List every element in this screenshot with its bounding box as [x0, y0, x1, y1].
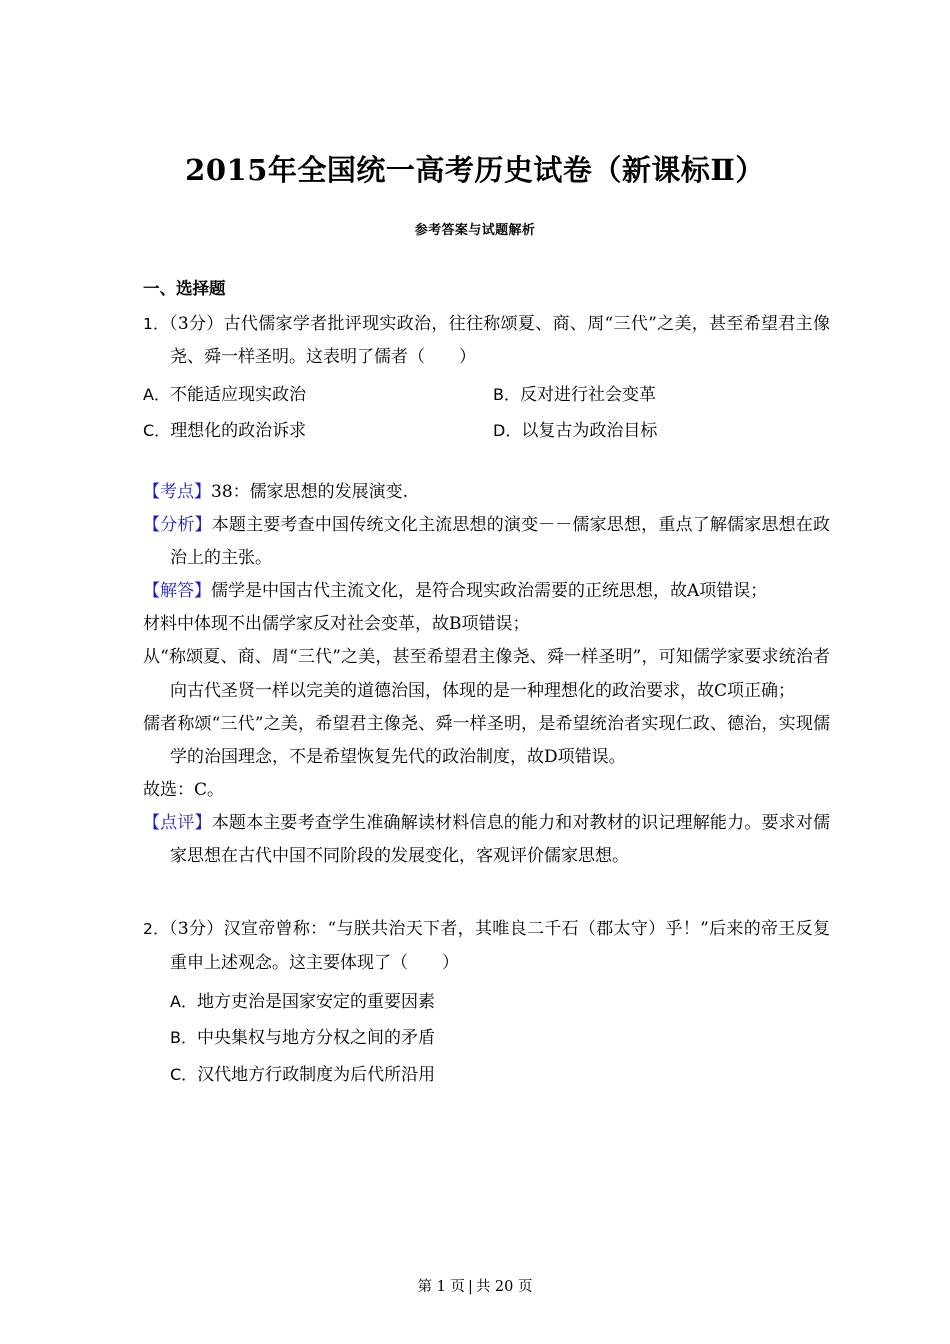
- question-text-2: （3分）汉宣帝曾称：“与朕共治天下者，其唯良二千石（郡太守）乎！”后来的帝王反复重申上述观念。这主要体现了（ ）: [169, 919, 830, 973]
- explanation-line-d-1: [143, 708, 830, 774]
- option-row: [143, 378, 830, 414]
- option-a-1[interactable]: [143, 378, 493, 414]
- explanation-text-d: 儒者称颂“三代”之美，希望君主像尧、舜一样圣明，是希望统治者实现仁政、德治，实现儒学的治国理念，不是希望恢复先代的政治制度，故D项错误。: [143, 713, 830, 767]
- question-text-1: （3分）古代儒家学者批评现实政治，往往称颂夏、商、周“三代”之美，甚至希望君主像尧、舜一样圣明。这表明了儒者（ ）: [169, 314, 830, 368]
- option-list-2: [143, 984, 830, 1094]
- label-jieda: 【解答】: [143, 581, 211, 602]
- option-c-1[interactable]: [143, 414, 493, 450]
- explanation-text-dianping: 本题本主要考查学生准确解读材料信息的能力和对教材的识记理解能力。要求对儒家思想在古代中国不同阶段的发展变化，客观评价儒家思想。: [170, 813, 830, 867]
- page-subtitle: 参考答案与试题解析: [414, 222, 536, 238]
- explanation-kaodian-1: [143, 476, 830, 509]
- label-kaodian: 【考点】: [143, 481, 211, 502]
- option-row: [143, 414, 830, 450]
- explanation-line-c-1: [143, 641, 830, 707]
- spacer: [143, 873, 830, 913]
- footer-separator: |: [467, 1279, 473, 1295]
- answer-text-1: 故选：C。: [143, 780, 225, 800]
- question-number-2: 2．: [143, 920, 169, 939]
- option-b-2[interactable]: [170, 1020, 830, 1057]
- option-text-b-1: 反对进行社会变革: [519, 385, 656, 406]
- footer-total-pages: 共 20 页: [475, 1279, 533, 1295]
- option-d-1[interactable]: [493, 414, 830, 450]
- page-footer: [0, 1275, 950, 1296]
- option-text-b-2: 中央集权与地方分权之间的矛盾: [196, 1028, 435, 1049]
- explanation-text-c: 从“称颂夏、商、周“三代”之美，甚至希望君主像尧、舜一样圣明”，可知儒学家要求统治者向古代圣贤一样以完美的道德治国，体现的是一种理想化的政治要求，故C项正确；: [143, 647, 830, 701]
- document-content: [0, 238, 950, 1094]
- explanation-text-fenxi: 本题主要考查中国传统文化主流思想的演变－－儒家思想，重点了解儒家思想在政治上的主张。: [170, 514, 831, 569]
- label-fenxi: 【分析】: [143, 514, 212, 535]
- option-text-c-2: 汉代地方行政制度为后代所沿用: [197, 1064, 436, 1085]
- explanation-fenxi-1: [143, 509, 830, 575]
- question-stem-2: [143, 913, 830, 979]
- question-block-2: [143, 913, 830, 1093]
- explanation-text-jieda: 儒学是中国古代主流文化，是符合现实政治需要的正统思想，故A项错误；: [211, 581, 768, 602]
- option-letter-b-2: B．: [170, 1028, 197, 1048]
- option-b-1[interactable]: [493, 378, 830, 414]
- spacer: [143, 450, 830, 476]
- option-text-a-1: 不能适应现实政治: [169, 385, 306, 406]
- answer-line-1: [143, 774, 830, 807]
- option-grid-1: [143, 378, 830, 449]
- footer-current-page: 第 1 页: [417, 1279, 465, 1295]
- section-heading-choice: 一、选择题: [143, 278, 226, 298]
- option-text-d-1: 以复古为政治目标: [521, 421, 658, 442]
- option-c-2[interactable]: [170, 1057, 830, 1094]
- explanation-text-kaodian: 38：儒家思想的发展演变.: [211, 481, 409, 502]
- page-title: 2015年全国统一高考历史试卷（新课标Ⅱ）: [185, 153, 765, 187]
- label-dianping: 【点评】: [143, 813, 212, 834]
- question-stem-1: [143, 308, 830, 374]
- explanation-dianping-1: [143, 807, 830, 873]
- option-letter-a-1: A．: [143, 385, 170, 405]
- option-text-a-2: 地方吏治是国家安定的重要因素: [196, 991, 435, 1012]
- question-number-1: 1．: [143, 315, 169, 334]
- option-letter-c-1: C．: [143, 421, 171, 441]
- option-letter-c-2: C．: [170, 1064, 198, 1084]
- option-text-c-1: 理想化的政治诉求: [170, 421, 307, 442]
- option-letter-b-1: B．: [493, 385, 520, 405]
- question-block-1: [143, 308, 830, 873]
- option-a-2[interactable]: [170, 984, 830, 1021]
- explanation-jieda-1: [143, 575, 830, 608]
- explanation-line-b-1: [143, 608, 830, 641]
- explanation-text-b: 材料中体现不出儒学家反对社会变革，故B项错误；: [143, 614, 530, 635]
- option-letter-d-1: D．: [493, 421, 522, 441]
- option-letter-a-2: A．: [170, 991, 197, 1011]
